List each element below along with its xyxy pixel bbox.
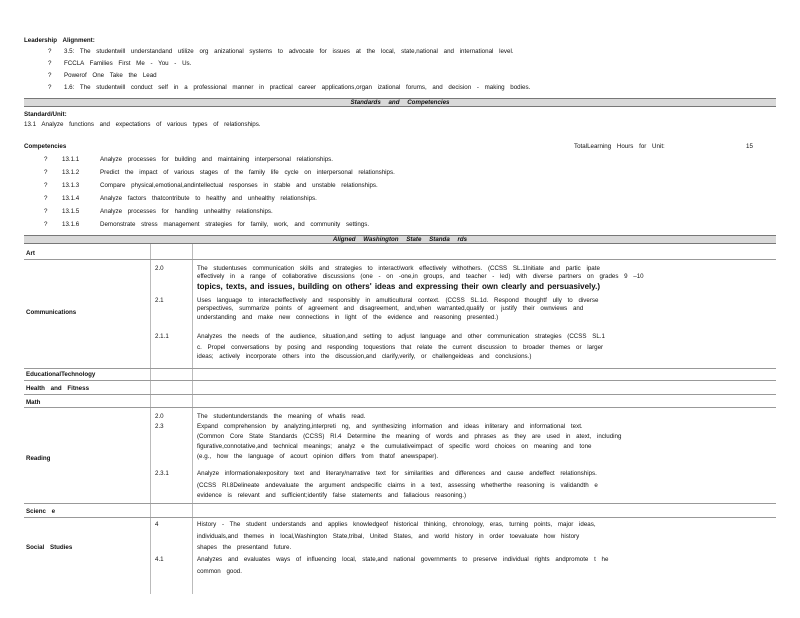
standard-line: History - The student understands and applies knowledgeof historical thinking, chronology, eras, turning points, major ideas, [197,521,596,528]
standard-line: Analyzes and evaluates ways of influencing local, state,and national governments to preserve individual rights andpromote t he [197,556,609,563]
table-row [24,244,776,260]
competency-text: Analyze processes for building and maintaining interpersonal relationships. [100,156,333,163]
standard-line: (e.g., how the language of acourt opinion differs from thatof anewspaper). [197,453,439,460]
standard-line: individuals,and themes in local,Washington State,tribal, United States, and world history in order toevaluate how history [197,533,580,540]
standard-line: effectively in a range of collaborative discussions (one - on -one,in groups, and teacher - led) with diverse partners on grades 9 –10 [197,273,644,280]
competency-code: 13.1.2 [62,169,80,176]
standard-line: (Common Core State Standards (CCSS) RI.4 Determine the meaning of words and phrases as they are used in atext, including [197,433,622,440]
hours-label: TotalLearning Hours for Unit: [574,143,665,150]
standard-line: (CCSS RI.8Delineate andevaluate the argument andspecific claims in a text, assessing whetherthe reasoning is validandth e [197,482,598,489]
competency-text: Analyze factors thatcontribute to healthy and unhealthy relationships. [100,195,317,202]
subject-reading: Reading [26,455,51,462]
standard-unit-label: Standard/Unit: [24,111,67,118]
bullet: ? [44,169,48,176]
standard-number: 2.3.1 [155,470,169,477]
bullet: ? [48,84,52,91]
standard-number: 2.0 [155,265,164,272]
bullet: ? [48,60,52,67]
competency-text: Demonstrate stress management strategies for family, work, and community settings. [100,221,370,228]
competency-code: 13.1.3 [62,182,80,189]
table-row [24,503,776,518]
competency-text: Compare physical,emotional,andintellectual responses in stable and unstable relationships. [100,182,378,189]
competencies-label: Competencies [24,143,67,150]
bullet: ? [48,48,52,55]
standard-line: Analyze informationalexpository text and literary/narrative text for similarities and differences and cause andeffect relationships. [197,470,597,477]
standard-line: understanding and make new connections in light of the evidence and reasoning presented.) [197,314,499,321]
table-row [24,380,776,395]
bullet: ? [44,156,48,163]
aligned-bar: Aligned Washington State Standa rds [24,235,776,244]
standard-line: common good. [197,568,242,575]
standard-number: 2.3 [155,423,164,430]
standard-line: topics, texts, and issues, building on others' ideas and expressing their own clearly and persuasively.) [197,282,600,291]
hours-value: 15 [746,143,753,150]
standard-unit-text: 13.1 Analyze functions and expectations of various types of relationships. [24,121,261,128]
competency-code: 13.1.5 [62,208,80,215]
bullet: ? [44,182,48,189]
leadership-heading: Leadership Alignment: [24,37,95,44]
leadership-item: 1.6: The studentwill conduct self in a professional manner in practical career applications,organ izational forums, and decision - making bodies. [64,84,531,91]
standards-bar: Standards and Competencies [24,98,776,107]
competency-text: Analyze processes for handling unhealthy relationships. [100,208,273,215]
standard-line: perspectives, summarize points of agreement and disagreement, and,when warranted,qualify or justify their ownviews and [197,305,584,312]
standard-line: ideas; actively incorporate others into the discussion,and clarify,verify, or challengeideas and conclusions.) [197,353,532,360]
standard-line: The studentuses communication skills and strategies to interact/work effectively withothers. (CCSS SL.1Initiate and partic ipate [197,265,600,272]
subject-math: Math [26,399,41,406]
bullet: ? [44,208,48,215]
table-row [24,394,776,408]
standard-number: 4 [155,521,159,528]
standard-line: Uses language to interacteffectively and responsibly in amulticultural context. (CCSS SL.1d. Respond thoughtf ully to diverse [197,297,599,304]
standard-number: 4.1 [155,556,164,563]
subject-educational-technology: EducationalTechnology [26,371,96,378]
standard-line: shapes the presentand future. [197,544,292,551]
subject-health: Health and Fitness [26,385,90,392]
standard-line: c. Propel conversations by posing and responding toquestions that relate the current discussion to broader themes or larger [197,344,604,351]
standard-number: 2.0 [155,413,164,420]
subject-science: Scienc e [26,508,56,515]
subject-art: Art [26,250,35,257]
leadership-item: FCCLA Families First Me - You - Us. [64,60,192,67]
standard-number: 2.1.1 [155,333,169,340]
standard-line: Expand comprehension by analyzing,interpreti ng, and synthesizing information and ideas inliterary and informational text. [197,423,583,430]
bullet: ? [44,221,48,228]
standard-line: evidence is relevant and sufficient;identify false statements and fallacious reasoning.) [197,492,467,499]
standard-line: Analyzes the needs of the audience, situation,and setting to adjust language and other communication strategies (CCSS SL.1 [197,333,605,340]
competency-text: Predict the impact of various stages of the family life cycle on interpersonal relationships. [100,169,395,176]
standard-line: The studentunderstands the meaning of whatis read. [197,413,366,420]
competency-code: 13.1.4 [62,195,80,202]
competency-code: 13.1.1 [62,156,80,163]
subject-social-studies: Social Studies [26,544,73,551]
standard-number: 2.1 [155,297,164,304]
bullet: ? [44,195,48,202]
leadership-item: 3.5: The studentwill understandand utilize org anizational systems to advocate for issues at the local, state,national and international level. [64,48,514,55]
standard-line: figurative,connotative,and technical meanings; analyz e the cumulativeimpact of specific word choices on meaning and tone [197,443,592,450]
bullet: ? [48,72,52,79]
subject-communications: Communications [26,309,77,316]
competency-code: 13.1.6 [62,221,80,228]
leadership-item: Powerof One Take the Lead [64,72,157,79]
